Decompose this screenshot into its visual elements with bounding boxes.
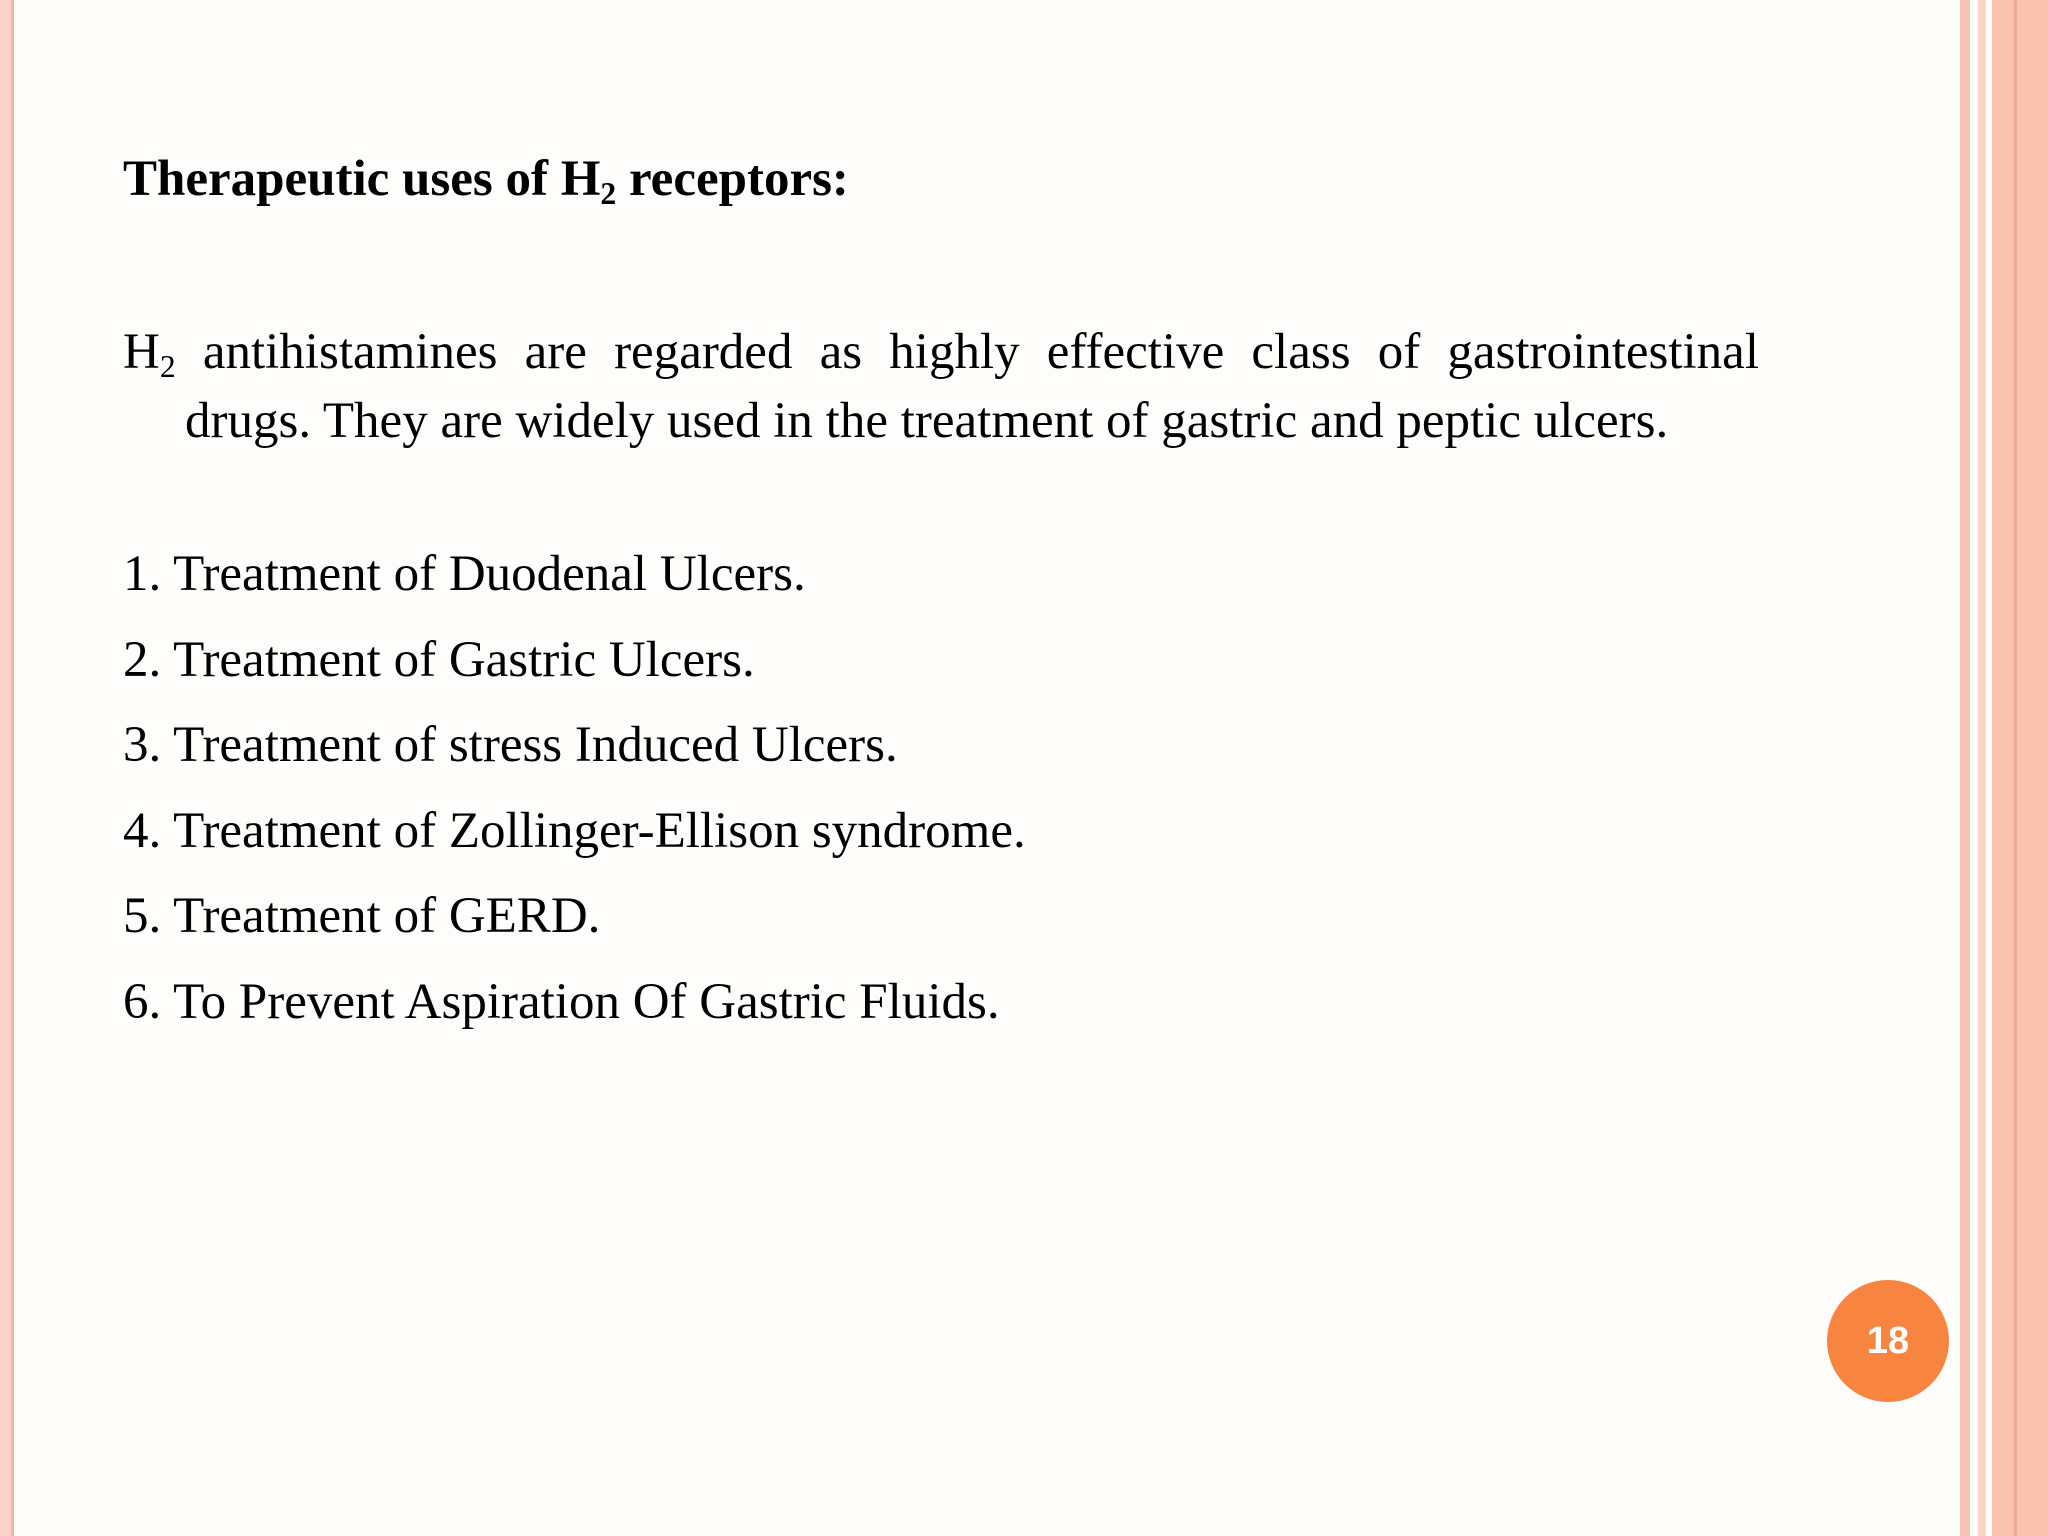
list-item: 1. Treatment of Duodenal Ulcers. bbox=[123, 546, 806, 602]
heading-prefix: Therapeutic uses of H bbox=[123, 151, 601, 207]
intro-paragraph bbox=[123, 318, 1759, 456]
page-number-badge: 18 bbox=[1827, 1280, 1949, 1402]
right-stripe-decoration bbox=[1978, 0, 1986, 1536]
para-subscript: 2 bbox=[159, 348, 176, 384]
slide-heading bbox=[123, 150, 849, 211]
list-item: 4. Treatment of Zollinger-Ellison syndrome. bbox=[123, 802, 1026, 859]
list-item: 5. Treatment of GERD. bbox=[123, 888, 601, 944]
uses-list bbox=[123, 540, 1026, 1053]
right-stripe-decoration bbox=[1960, 0, 1970, 1536]
right-stripe-decoration bbox=[1992, 0, 2048, 1536]
para-text: antihistamines are regarded as highly effective class of gastrointestinal drugs. They are widely used in the treatment of gastric and peptic ulcers. bbox=[175, 324, 1759, 449]
list-item: 3. Treatment of stress Induced Ulcers. bbox=[123, 717, 898, 773]
heading-subscript: 2 bbox=[600, 175, 617, 211]
list-item: 6. To Prevent Aspiration Of Gastric Fluids. bbox=[123, 973, 1000, 1030]
list-item: 2. Treatment of Gastric Ulcers. bbox=[123, 631, 755, 688]
heading-suffix: receptors: bbox=[616, 151, 849, 207]
left-border-decoration bbox=[0, 0, 14, 1536]
para-prefix: H bbox=[123, 324, 160, 380]
right-stripe-decoration bbox=[2014, 0, 2017, 1536]
